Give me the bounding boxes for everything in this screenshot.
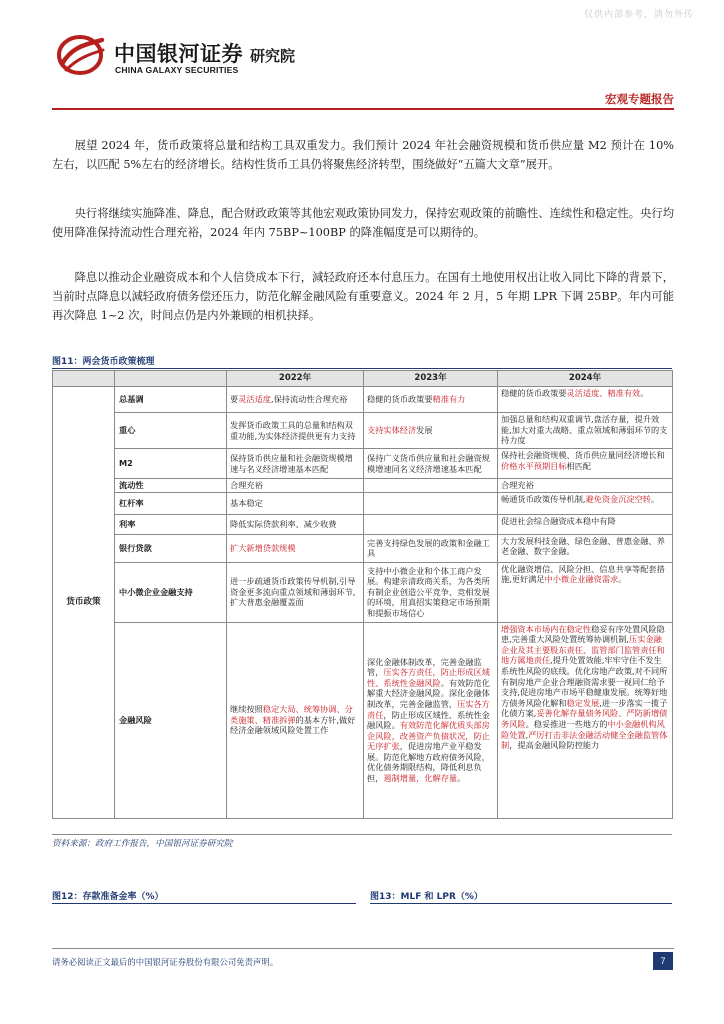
table-header-cell: 2023年: [364, 371, 498, 387]
cell-text: 。: [640, 388, 649, 398]
figure-title: 图13：MLF 和 LPR（%）: [370, 892, 483, 902]
highlight-text: 妥善化解存量债务风险、严防新增债务风险: [501, 708, 668, 729]
cell-text: 。稳妥推进一些地方的: [525, 718, 608, 729]
table-header-cell: [53, 371, 115, 387]
cell-text: 进一步疏通货币政策传导机制,引导资金更多流向重点领域和薄弱环节,扩大普惠金融覆盖面: [230, 576, 356, 608]
cell-text: 保持货币供应量和社会融资规模增速与名义经济增速基本匹配: [230, 452, 353, 474]
cell-y2023: [364, 387, 498, 413]
highlight-text: 压实各方责任，防止形成区域性、系统性金融风险: [367, 667, 490, 688]
highlight-text: 价格水平预期目标: [501, 460, 567, 471]
cell-y2022: [227, 449, 364, 479]
highlight-text: 严厉打击非法金融活动: [528, 729, 611, 740]
highlight-text: 压实各方责任: [367, 698, 490, 720]
cell-text: 。有效防范化解重大经济金融风险。深化金融体制改革，完善金融监管，: [367, 677, 490, 709]
table-row: [53, 492, 673, 514]
table-header-row: [53, 371, 673, 387]
institute-name: 研究院: [250, 47, 296, 65]
row-label: 中小微企业金融支持: [115, 562, 227, 622]
row-label: 杠杆率: [115, 492, 227, 514]
cell-y2023: [364, 534, 498, 562]
cell-text: 。: [618, 574, 627, 585]
table-row: [53, 479, 673, 493]
table-header-cell: 2024年: [498, 371, 673, 387]
cell-y2023: [364, 622, 498, 818]
paragraph: 展望 2024 年，货币政策将总量和结构工具双重发力。我们预计 2024 年社会融资规模和货币供应量 M2 预计在 10%左右，以匹配 5%左右的经济增长。结构性货币工具仍将聚焦经济转型，围绕做好“五篇大文章”展开。: [52, 139, 674, 171]
highlight-text: 健全金融监管体制: [501, 729, 668, 751]
cell-y2023: [364, 413, 498, 449]
cell-text: 稳妥有序处置风险隐患,完善重大风险处置统筹协调机制,: [501, 623, 665, 645]
page-number: 7: [653, 952, 673, 970]
galaxy-logo-icon: [56, 34, 106, 76]
cell-y2024: [498, 449, 673, 479]
cell-text: ，促进房地产业平稳发展。防范化解地方政府债务风险，优化债务期限结构，降低利息负担，: [367, 741, 490, 784]
row-label: 总基调: [115, 387, 227, 413]
highlight-text: 中小金融机构风险处置: [501, 718, 665, 740]
cell-text: 继续按照: [230, 704, 263, 715]
table-row: [53, 534, 673, 562]
cell-y2022: [227, 534, 364, 562]
cell-y2024: [498, 413, 673, 449]
cell-text: ，防止形成区域性、系统性金融风险。: [367, 709, 490, 731]
figure-divider: [52, 368, 672, 369]
cell-y2024: [498, 492, 673, 514]
cell-y2023: [364, 514, 498, 534]
cell-text: ,提升处置效能,牢牢守住不发生系统性风险的底线。优化房地产政策,对不同所有制房地产企业合理融资需求要一视同仁给予支持,促进房地产市场平稳健康发展。统筹好地方债务风险化解和: [501, 655, 668, 708]
cell-y2023: [364, 449, 498, 479]
brand-name-en: CHINA GALAXY SECURITIES: [115, 65, 239, 75]
cell-y2022: [227, 387, 364, 413]
header-divider: [52, 108, 674, 110]
cell-y2024: [498, 514, 673, 534]
paragraph: 央行将继续实施降准、降息，配合财政政策等其他宏观政策协同发力，保持宏观政策的前瞻性、连续性和稳定性。央行均使用降准保持流动性合理充裕，2024 年内 75BP~100BP 的降准幅度是可以期待的。: [52, 207, 674, 239]
table-row: [53, 413, 673, 449]
cell-text: 支持中小微企业和个体工商户发展。构建亲清政商关系，为各类所有制企业创造公平竞争、竞相发展的环境，用真招实策稳定市场预期和提振市场信心: [367, 565, 490, 618]
cell-y2022: [227, 622, 364, 818]
cell-text: 完善支持绿色发展的政策和金融工具: [367, 537, 490, 559]
highlight-text: 灵活适度、精准有效: [566, 388, 641, 398]
cell-text: 发挥货币政策工具的总量和结构双重功能,为实体经济提供更有力支持: [230, 419, 356, 441]
highlight-text: 扩大新增贷款规模: [230, 542, 296, 553]
cell-text: 深化金融体制改革，完善金融监管，: [367, 656, 482, 678]
cell-text: 稳健的货币政策要: [501, 388, 567, 398]
highlight-text: 支持实体经济: [367, 425, 417, 436]
table-body: [53, 387, 673, 819]
cell-text: 。: [651, 493, 660, 504]
cell-text: 大力发展科技金融、绿色金融、普惠金融、养老金融、数字金融。: [501, 535, 665, 557]
cell-text: 降低实际贷款利率、减少收费: [230, 518, 337, 529]
table-row: [53, 622, 673, 818]
source-divider: [52, 834, 672, 835]
table-row: [53, 387, 673, 413]
report-type: 宏观专题报告: [605, 92, 674, 106]
highlight-text: 灵活适度: [238, 394, 271, 405]
highlight-text: 中小微企业融资需求: [544, 574, 619, 585]
highlight-text: 有效防范化解优质头部房企风险，改善资产负债状况，防止无序扩张: [367, 720, 490, 752]
cell-text: 促进社会综合融资成本稳中有降: [501, 515, 616, 526]
cell-text: 优化融资增信、风险分担、信息共享等配套措施,更好满足: [501, 563, 665, 585]
cell-text: ,进一步落实一揽子化债方案,: [501, 697, 668, 719]
cell-text: 保持社会融资规模、货币供应量同经济增长和: [501, 450, 665, 460]
cell-text: ，提高金融风险防控能力: [509, 740, 600, 751]
cell-y2024: [498, 387, 673, 413]
cell-text: 基本稳定: [230, 497, 263, 508]
cell-y2024: [498, 479, 673, 493]
row-label: 重心: [115, 413, 227, 449]
highlight-text: 压实金融企业及其主要股东责任、监管部门监管责任和地方属地责任: [501, 634, 665, 666]
table-header-cell: 2022年: [227, 371, 364, 387]
cell-text: 稳健的货币政策要: [367, 394, 433, 405]
cell-y2022: [227, 514, 364, 534]
table-row: [53, 449, 673, 479]
row-label: 利率: [115, 514, 227, 534]
footer-disclaimer: 请务必阅读正文最后的中国银河证券股份有限公司免责声明。: [52, 957, 279, 967]
watermark: 仅供内部参考，请勿外传: [583, 10, 694, 20]
cell-text: ,保持流动性合理充裕: [270, 394, 348, 405]
cell-y2022: [227, 479, 364, 493]
highlight-text: 稳定发展: [566, 697, 600, 708]
table-row: [53, 514, 673, 534]
cell-text: 发展: [416, 425, 433, 436]
cell-text: 畅通货币政策传导机制,: [501, 493, 586, 504]
source-note: 资料来源：政府工作报告，中国银河证券研究院: [52, 839, 233, 849]
highlight-text: 避免资金沉淀空转: [585, 493, 651, 504]
cell-y2023: [364, 562, 498, 622]
cell-y2023: [364, 492, 498, 514]
row-label: 金融风险: [115, 622, 227, 818]
cell-y2024: [498, 622, 673, 818]
highlight-text: 遏制增量，化解存量: [383, 773, 458, 784]
cell-text: 合理充裕: [230, 480, 263, 490]
policy-table: [52, 370, 673, 819]
brand-name-cn: 中国银河证券: [114, 42, 243, 66]
row-label: M2: [115, 449, 227, 479]
cell-text: 要: [230, 394, 239, 405]
cell-text: 保持广义货币供应量和社会融资规模增速同名义经济增速基本匹配: [367, 452, 490, 474]
highlight-text: 精准有力: [432, 394, 466, 405]
cell-text: 相匹配: [566, 460, 592, 471]
category-cell: 货币政策: [53, 387, 115, 819]
highlight-text: 增强资本市场内在稳定性: [501, 623, 592, 634]
cell-y2022: [227, 413, 364, 449]
cell-text: 加强总量和结构双重调节,盘活存量，提升效能,加大对重大战略、重点领域和薄弱环节的支持力度: [501, 414, 668, 446]
cell-text: ,: [525, 729, 529, 740]
row-label: 银行贷款: [115, 534, 227, 562]
cell-y2024: [498, 562, 673, 622]
cell-text: 合理充裕: [501, 480, 534, 490]
cell-y2023: [364, 479, 498, 493]
cell-text: 。: [457, 773, 466, 784]
cell-y2022: [227, 492, 364, 514]
footer-divider: [52, 948, 674, 949]
row-label: 流动性: [115, 479, 227, 493]
cell-text: 的基本方针,做好经济金融领域风险处置工作: [230, 714, 356, 736]
table-row: [53, 562, 673, 622]
cell-y2024: [498, 534, 673, 562]
figure-divider: [52, 903, 356, 904]
figure-title: 图11：两会货币政策梳理: [52, 357, 155, 367]
figure-title: 图12：存款准备金率（%）: [52, 892, 164, 902]
highlight-text: 稳定大局、统筹协调、分类施策、精准拆弹: [230, 704, 353, 725]
figure-divider: [370, 903, 672, 904]
paragraph: 降息以推动企业融资成本和个人信贷成本下行，減轻政府还本付息压力。在国有土地使用权出让收入同比下降的背景下，当前时点降息以減轻政府债务偿还压力，防范化解金融风险有重要意义。2024 年 2 月，5 年期 LPR 下调 25BP。年内可能再次降息 1~2 次，时间点仍是内外兼顾的相机抉择。: [52, 271, 674, 322]
brand-logo: [56, 34, 326, 82]
cell-y2022: [227, 562, 364, 622]
table-header-cell: [115, 371, 227, 387]
